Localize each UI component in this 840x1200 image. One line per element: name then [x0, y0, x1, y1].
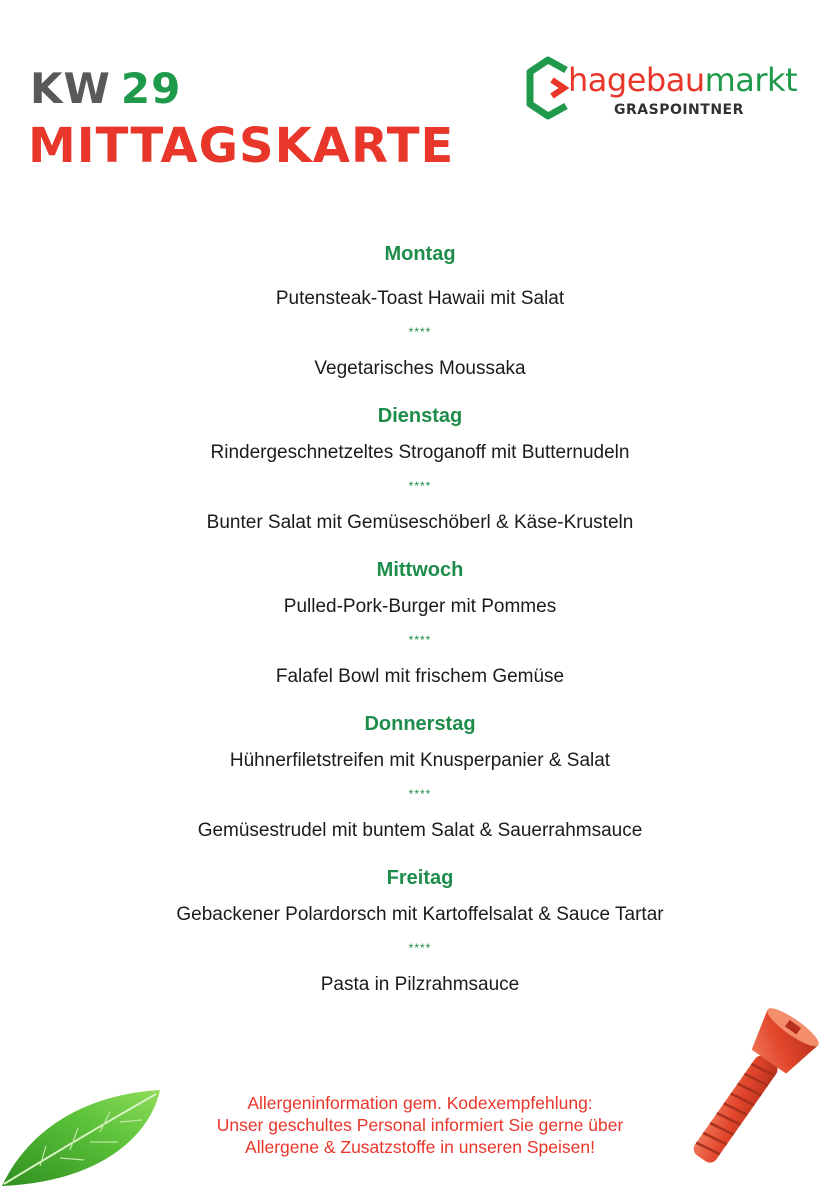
day-heading: Montag — [384, 243, 456, 265]
logo-subtitle: GRASPOINTNER — [614, 102, 744, 118]
logo-word-markt: markt — [704, 61, 798, 99]
week-label: KW — [30, 64, 111, 113]
dish-separator: **** — [408, 479, 432, 493]
allergen-line-2: Unser geschultes Personal informiert Sie gerne über — [216, 1115, 624, 1135]
week-number-value: 29 — [120, 64, 182, 113]
menu-day-thursday — [0, 710, 840, 844]
week-number — [30, 64, 182, 113]
dish-vegetarian: Vegetarisches Moussaka — [314, 358, 526, 379]
screw-icon — [672, 1004, 832, 1164]
menu-day-tuesday — [0, 402, 840, 536]
leaf-icon — [0, 1086, 170, 1190]
allergen-notice — [150, 1092, 690, 1158]
day-heading: Dienstag — [377, 405, 463, 427]
dish-main: Pulled-Pork-Burger mit Pommes — [283, 596, 557, 617]
dish-main: Rindergeschnetzeltes Stroganoff mit Butternudeln — [210, 442, 630, 463]
dish-separator: **** — [408, 941, 432, 955]
dish-vegetarian: Gemüsestrudel mit buntem Salat & Sauerrahmsauce — [197, 820, 643, 841]
dish-separator: **** — [408, 325, 432, 339]
allergen-line-1: Allergeninformation gem. Kodexempfehlung: — [247, 1093, 593, 1113]
menu-day-friday — [0, 864, 840, 998]
dish-separator: **** — [408, 787, 432, 801]
dish-vegetarian: Bunter Salat mit Gemüseschöberl & Käse-Krusteln — [206, 512, 634, 533]
dish-vegetarian: Falafel Bowl mit frischem Gemüse — [275, 666, 565, 687]
menu-day-monday — [0, 240, 840, 382]
day-heading: Donnerstag — [364, 713, 476, 735]
dish-main: Hühnerfiletstreifen mit Knusperpanier & Salat — [229, 750, 611, 771]
hagebaumarkt-logo — [526, 54, 818, 124]
dish-separator: **** — [408, 633, 432, 647]
lunch-menu — [0, 240, 840, 998]
page-title: MITTAGSKARTE — [28, 118, 455, 174]
menu-day-wednesday — [0, 556, 840, 690]
dish-main: Putensteak-Toast Hawaii mit Salat — [275, 288, 565, 309]
dish-main: Gebackener Polardorsch mit Kartoffelsalat & Sauce Tartar — [176, 904, 664, 925]
logo-wordmark — [568, 61, 798, 99]
allergen-line-3: Allergene & Zusatzstoffe in unseren Speisen! — [245, 1137, 595, 1157]
dish-vegetarian: Pasta in Pilzrahmsauce — [320, 974, 520, 995]
logo-word-hagebau: hagebau — [568, 61, 705, 99]
day-heading: Mittwoch — [376, 559, 464, 581]
day-heading: Freitag — [386, 867, 454, 889]
